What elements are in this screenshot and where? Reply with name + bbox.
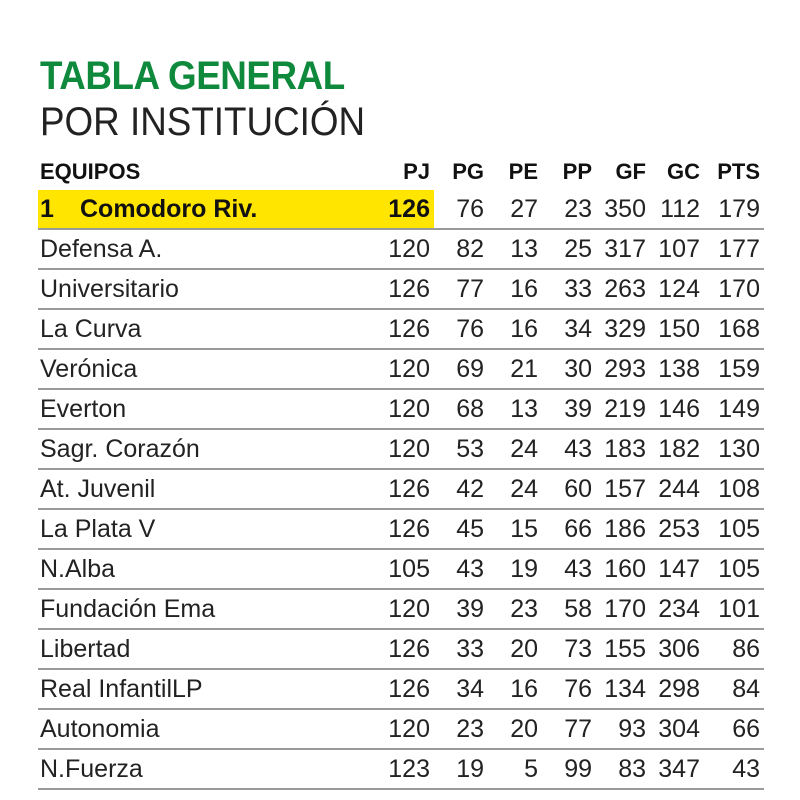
pts-cell: 105 [704, 549, 764, 589]
pg-cell: 68 [434, 389, 488, 429]
team-name-cell: Verónica [38, 349, 380, 389]
table-row [38, 349, 764, 389]
pp-cell: 39 [542, 389, 596, 429]
pp-cell: 60 [542, 469, 596, 509]
pg-cell: 45 [434, 509, 488, 549]
pe-cell: 13 [488, 229, 542, 269]
leader-pp: 23 [542, 190, 596, 229]
pp-cell: 76 [542, 669, 596, 709]
gf-cell: 219 [596, 389, 650, 429]
column-header-pj: PJ [403, 159, 430, 184]
table-row [38, 389, 764, 429]
pp-cell: 30 [542, 349, 596, 389]
pj-cell: 120 [380, 349, 434, 389]
pj-cell: 105 [380, 549, 434, 589]
pe-cell: 16 [488, 669, 542, 709]
pj-cell: 120 [380, 229, 434, 269]
gf-cell: 157 [596, 469, 650, 509]
column-header-pg: PG [452, 159, 484, 184]
pp-cell: 73 [542, 629, 596, 669]
standings-header [38, 154, 764, 190]
standings-body [38, 190, 764, 789]
column-header-gc: GC [667, 159, 700, 184]
pj-cell: 120 [380, 429, 434, 469]
pg-cell: 77 [434, 269, 488, 309]
pj-cell: 126 [380, 509, 434, 549]
team-name-cell: Universitario [38, 269, 380, 309]
gf-cell: 263 [596, 269, 650, 309]
gf-cell: 183 [596, 429, 650, 469]
pts-cell: 84 [704, 669, 764, 709]
leader-pts: 179 [704, 190, 764, 229]
pts-cell: 86 [704, 629, 764, 669]
team-name-cell: Fundación Ema [38, 589, 380, 629]
pe-cell: 16 [488, 269, 542, 309]
pg-cell: 19 [434, 749, 488, 789]
gf-cell: 170 [596, 589, 650, 629]
gc-cell: 150 [650, 309, 704, 349]
pts-cell: 170 [704, 269, 764, 309]
pj-cell: 126 [380, 669, 434, 709]
pj-cell: 126 [380, 269, 434, 309]
team-name-cell: Defensa A. [38, 229, 380, 269]
gf-cell: 317 [596, 229, 650, 269]
gc-cell: 298 [650, 669, 704, 709]
team-name-cell: Everton [38, 389, 380, 429]
team-name-cell: Libertad [38, 629, 380, 669]
pe-cell: 23 [488, 589, 542, 629]
table-row [38, 629, 764, 669]
pts-cell: 130 [704, 429, 764, 469]
pe-cell: 24 [488, 429, 542, 469]
pj-cell: 126 [380, 309, 434, 349]
leader-row [38, 190, 764, 229]
table-row [38, 269, 764, 309]
gc-cell: 306 [650, 629, 704, 669]
pp-cell: 77 [542, 709, 596, 749]
pts-cell: 66 [704, 709, 764, 749]
pp-cell: 33 [542, 269, 596, 309]
gc-cell: 124 [650, 269, 704, 309]
pj-cell: 120 [380, 589, 434, 629]
team-name-cell: At. Juvenil [38, 469, 380, 509]
page-title: TABLA GENERAL [40, 54, 345, 98]
gc-cell: 347 [650, 749, 704, 789]
table-row [38, 469, 764, 509]
pp-cell: 58 [542, 589, 596, 629]
pj-cell: 123 [380, 749, 434, 789]
pe-cell: 15 [488, 509, 542, 549]
team-name-cell: Real InfantilLP [38, 669, 380, 709]
team-name-cell: Sagr. Corazón [38, 429, 380, 469]
pg-cell: 23 [434, 709, 488, 749]
leader-gf: 350 [596, 190, 650, 229]
leader-position: 1 [40, 194, 54, 223]
leader-team-cell [38, 190, 380, 229]
pg-cell: 42 [434, 469, 488, 509]
gc-cell: 146 [650, 389, 704, 429]
gc-cell: 138 [650, 349, 704, 389]
pts-cell: 168 [704, 309, 764, 349]
gc-cell: 244 [650, 469, 704, 509]
gc-cell: 182 [650, 429, 704, 469]
gc-cell: 234 [650, 589, 704, 629]
pg-cell: 76 [434, 309, 488, 349]
pg-cell: 33 [434, 629, 488, 669]
gc-cell: 253 [650, 509, 704, 549]
pe-cell: 19 [488, 549, 542, 589]
pts-cell: 105 [704, 509, 764, 549]
pg-cell: 39 [434, 589, 488, 629]
leader-team-name: Comodoro Riv. [80, 194, 258, 223]
team-name-cell: N.Alba [38, 549, 380, 589]
pts-cell: 43 [704, 749, 764, 789]
team-name-cell: La Plata V [38, 509, 380, 549]
pg-cell: 82 [434, 229, 488, 269]
pg-cell: 34 [434, 669, 488, 709]
pj-cell: 120 [380, 389, 434, 429]
table-row [38, 589, 764, 629]
pts-cell: 108 [704, 469, 764, 509]
gc-cell: 304 [650, 709, 704, 749]
table-row [38, 229, 764, 269]
gf-cell: 155 [596, 629, 650, 669]
pg-cell: 53 [434, 429, 488, 469]
gf-cell: 160 [596, 549, 650, 589]
pp-cell: 34 [542, 309, 596, 349]
table-row [38, 309, 764, 349]
pts-cell: 159 [704, 349, 764, 389]
pe-cell: 20 [488, 709, 542, 749]
pts-cell: 101 [704, 589, 764, 629]
table-row [38, 549, 764, 589]
pe-cell: 24 [488, 469, 542, 509]
header-row [38, 154, 764, 190]
pe-cell: 5 [488, 749, 542, 789]
gf-cell: 83 [596, 749, 650, 789]
gf-cell: 329 [596, 309, 650, 349]
table-row [38, 509, 764, 549]
column-header-pts: PTS [717, 159, 760, 184]
pts-cell: 177 [704, 229, 764, 269]
pg-cell: 69 [434, 349, 488, 389]
standings-table [38, 154, 764, 790]
team-name-cell: N.Fuerza [38, 749, 380, 789]
pp-cell: 43 [542, 549, 596, 589]
gf-cell: 93 [596, 709, 650, 749]
page-subtitle: POR INSTITUCIÓN [40, 100, 366, 144]
pe-cell: 16 [488, 309, 542, 349]
pj-cell: 120 [380, 709, 434, 749]
table-row [38, 709, 764, 749]
team-name-cell: La Curva [38, 309, 380, 349]
table-row [38, 669, 764, 709]
gc-cell: 147 [650, 549, 704, 589]
leader-pj: 126 [380, 190, 434, 229]
column-header-pp: PP [562, 159, 592, 184]
leader-gc: 112 [650, 190, 704, 229]
pe-cell: 21 [488, 349, 542, 389]
table-row [38, 749, 764, 789]
column-header-pe: PE [508, 159, 538, 184]
gc-cell: 107 [650, 229, 704, 269]
column-header-equipos: EQUIPOS [40, 159, 141, 184]
table-row [38, 429, 764, 469]
pts-cell: 149 [704, 389, 764, 429]
leader-pe: 27 [488, 190, 542, 229]
pp-cell: 25 [542, 229, 596, 269]
pp-cell: 99 [542, 749, 596, 789]
pg-cell: 43 [434, 549, 488, 589]
gf-cell: 186 [596, 509, 650, 549]
pj-cell: 126 [380, 469, 434, 509]
leader-pg: 76 [434, 190, 488, 229]
pp-cell: 43 [542, 429, 596, 469]
pe-cell: 20 [488, 629, 542, 669]
column-header-gf: GF [615, 159, 646, 184]
pp-cell: 66 [542, 509, 596, 549]
team-name-cell: Autonomia [38, 709, 380, 749]
pe-cell: 13 [488, 389, 542, 429]
gf-cell: 293 [596, 349, 650, 389]
pj-cell: 126 [380, 629, 434, 669]
gf-cell: 134 [596, 669, 650, 709]
